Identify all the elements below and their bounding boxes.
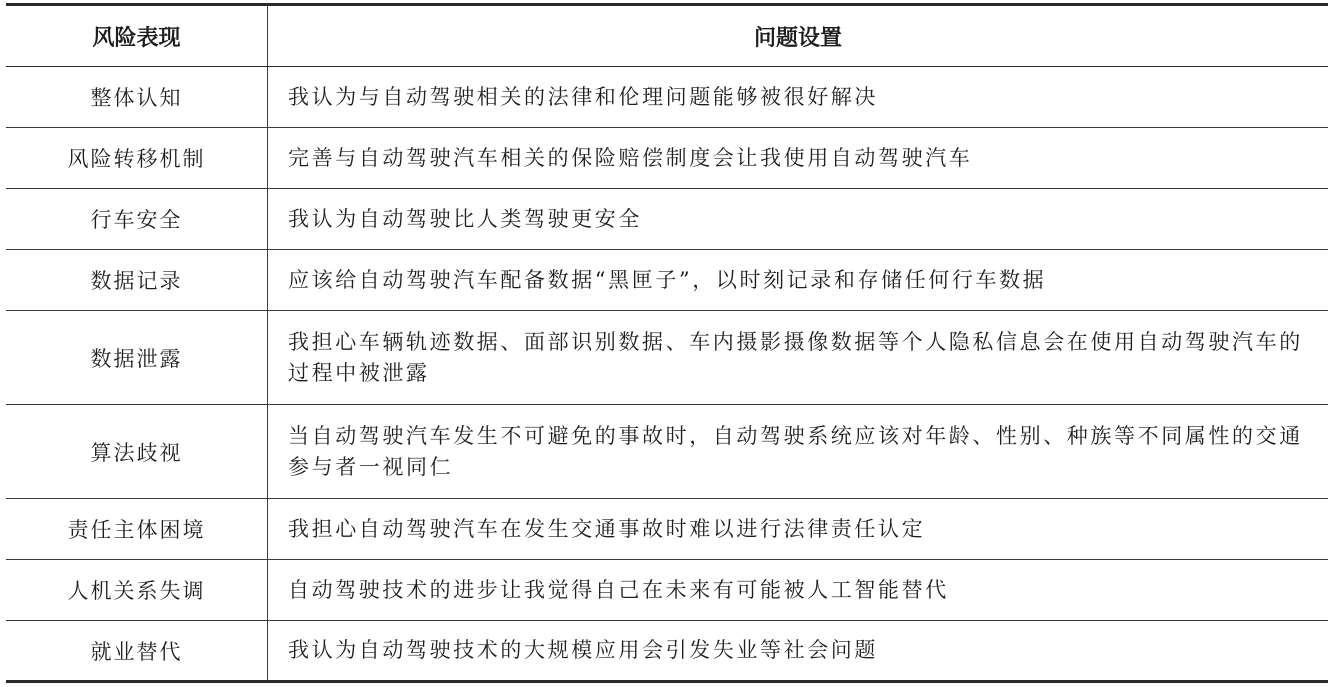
risk-cell: 行车安全 xyxy=(6,189,268,250)
table-row xyxy=(6,128,1328,189)
risk-cell: 算法歧视 xyxy=(6,405,268,499)
table-row xyxy=(6,189,1328,250)
risk-cell: 人机关系失调 xyxy=(6,560,268,621)
question-cell: 应该给自动驾驶汽车配备数据“黑匣子”，以时刻记录和存储任何行车数据 xyxy=(268,250,1329,311)
table-row xyxy=(6,250,1328,311)
question-cell: 自动驾驶技术的进步让我觉得自己在未来有可能被人工智能替代 xyxy=(268,560,1329,621)
table-row xyxy=(6,499,1328,560)
header-question: 问题设置 xyxy=(268,5,1329,67)
table-row xyxy=(6,560,1328,621)
question-cell: 我认为自动驾驶比人类驾驶更安全 xyxy=(268,189,1329,250)
question-cell: 我担心车辆轨迹数据、面部识别数据、车内摄影摄像数据等个人隐私信息会在使用自动驾驶汽车的过程中被泄露 xyxy=(268,311,1329,405)
table-row xyxy=(6,405,1328,499)
question-cell: 我认为与自动驾驶相关的法律和伦理问题能够被很好解决 xyxy=(268,67,1329,128)
header-risk: 风险表现 xyxy=(6,5,268,67)
risk-cell: 整体认知 xyxy=(6,67,268,128)
table-row xyxy=(6,67,1328,128)
risk-cell: 就业替代 xyxy=(6,621,268,682)
table-row xyxy=(6,311,1328,405)
question-cell: 完善与自动驾驶汽车相关的保险赔偿制度会让我使用自动驾驶汽车 xyxy=(268,128,1329,189)
question-cell: 我认为自动驾驶技术的大规模应用会引发失业等社会问题 xyxy=(288,638,878,662)
risk-cell: 数据记录 xyxy=(6,250,268,311)
table-row xyxy=(6,621,1328,682)
risk-question-table xyxy=(6,3,1328,683)
question-cell: 当自动驾驶汽车发生不可避免的事故时，自动驾驶系统应该对年龄、性别、种族等不同属性的交通参与者一视同仁 xyxy=(268,405,1329,499)
question-cell: 我担心自动驾驶汽车在发生交通事故时难以进行法律责任认定 xyxy=(268,499,1329,560)
risk-cell: 风险转移机制 xyxy=(6,128,268,189)
risk-cell: 责任主体困境 xyxy=(6,499,268,560)
risk-cell: 数据泄露 xyxy=(6,311,268,405)
table-header-row xyxy=(6,5,1328,67)
